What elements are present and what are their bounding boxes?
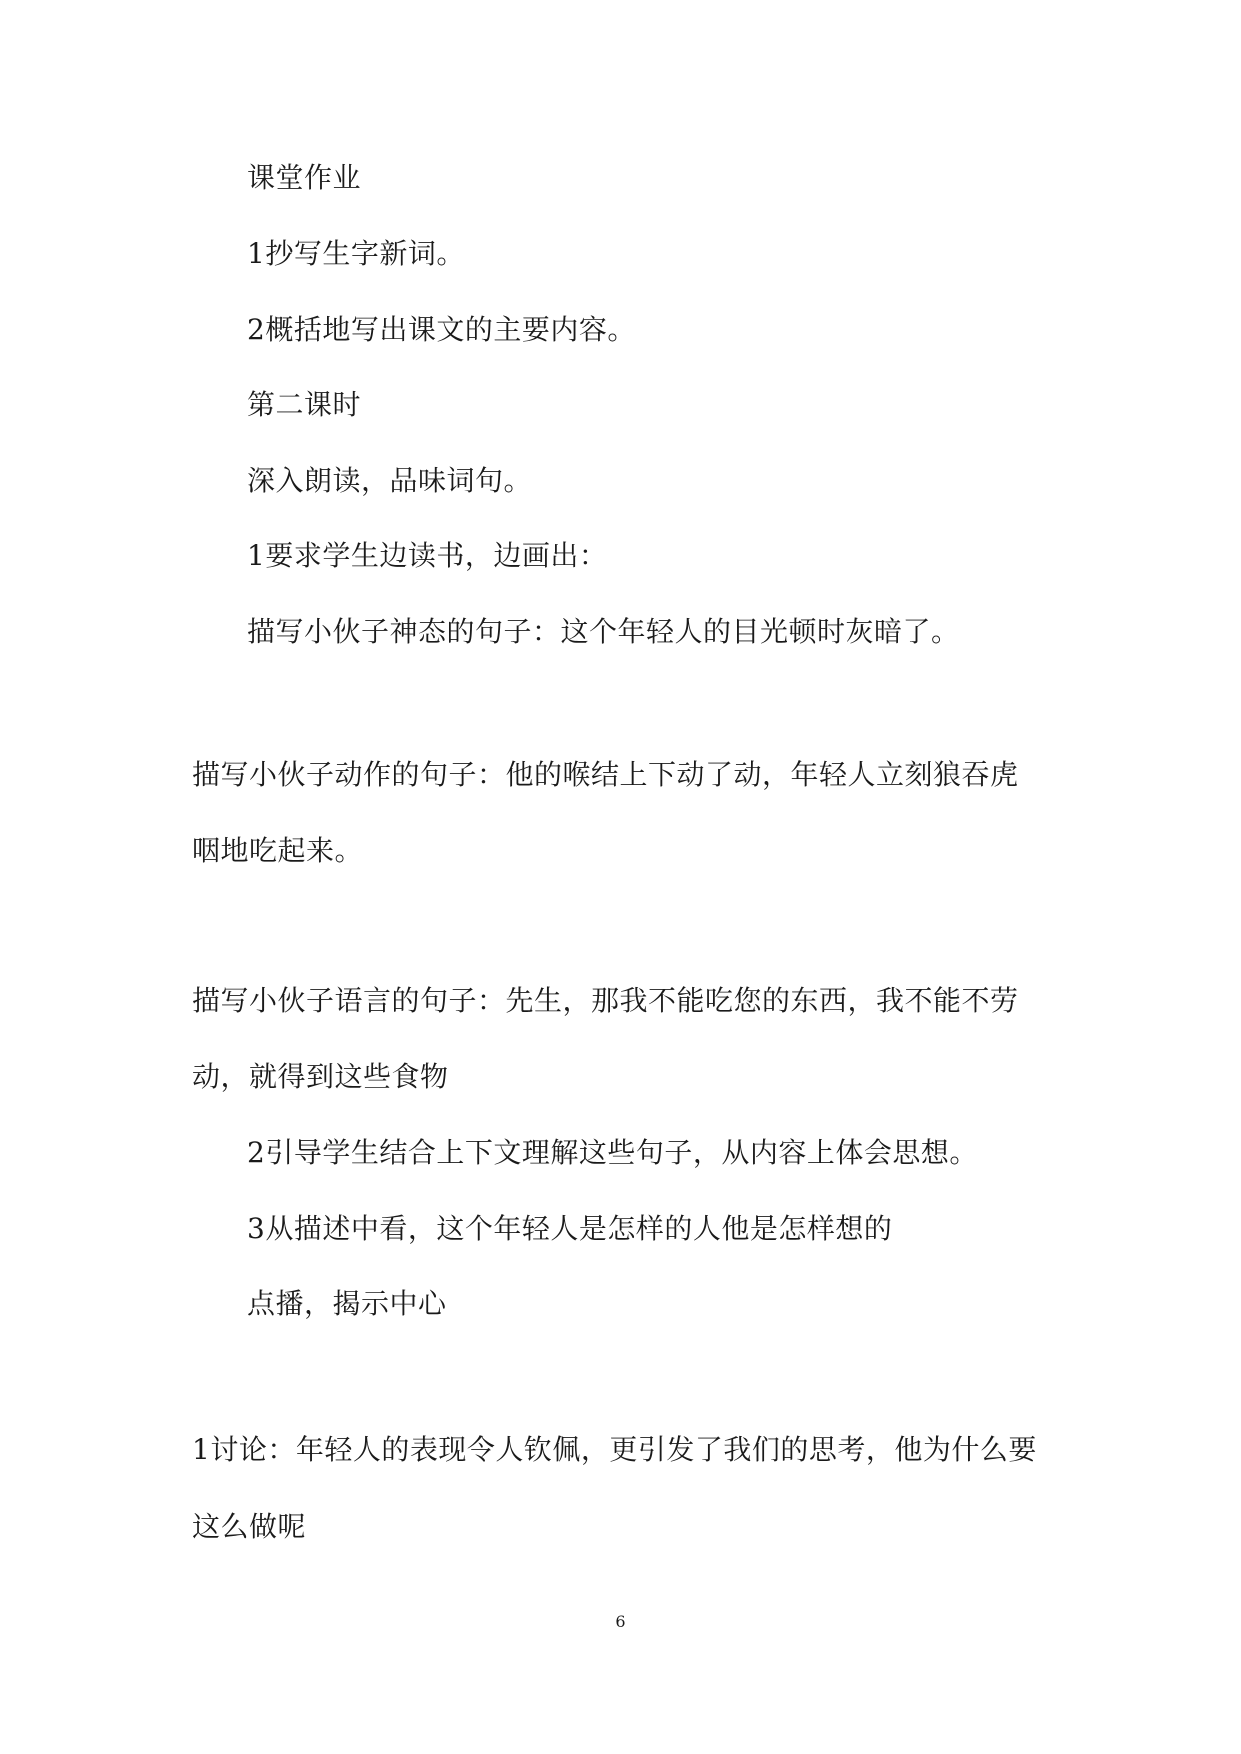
paragraph-deep-reading: 深入朗读，品味词句。 bbox=[247, 464, 533, 497]
paragraph-action-sentence-line-1: 描写小伙子动作的句子：他的喉结上下动了动，年轻人立刻狼吞虎 bbox=[192, 758, 1019, 791]
paragraph-item-2: 2引导学生结合上下文理解这些句子，从内容上体会思想。 bbox=[247, 1136, 978, 1169]
paragraph-reveal-theme: 点播，揭示中心 bbox=[247, 1287, 447, 1320]
paragraph-expression-sentence: 描写小伙子神态的句子：这个年轻人的目光顿时灰暗了。 bbox=[247, 615, 960, 648]
page-number: 6 bbox=[615, 1612, 626, 1631]
paragraph-discussion-line-2: 这么做呢 bbox=[192, 1510, 307, 1543]
homework-item-1: 1抄写生字新词。 bbox=[247, 237, 465, 270]
paragraph-action-sentence-line-2: 咽地吃起来。 bbox=[192, 834, 364, 867]
paragraph-item-3: 3从描述中看，这个年轻人是怎样的人他是怎样想的 bbox=[247, 1212, 893, 1245]
paragraph-discussion-line-1: 1讨论：年轻人的表现令人钦佩，更引发了我们的思考，他为什么要 bbox=[192, 1433, 1037, 1466]
paragraph-speech-sentence-line-1: 描写小伙子语言的句子：先生，那我不能吃您的东西，我不能不劳 bbox=[192, 984, 1019, 1017]
paragraph-speech-sentence-line-2: 动，就得到这些食物 bbox=[192, 1060, 449, 1093]
heading-classroom-homework: 课堂作业 bbox=[247, 161, 362, 194]
paragraph-item-1: 1要求学生边读书，边画出： bbox=[247, 539, 608, 572]
homework-item-2: 2概括地写出课文的主要内容。 bbox=[247, 313, 636, 346]
heading-second-lesson: 第二课时 bbox=[247, 388, 362, 421]
